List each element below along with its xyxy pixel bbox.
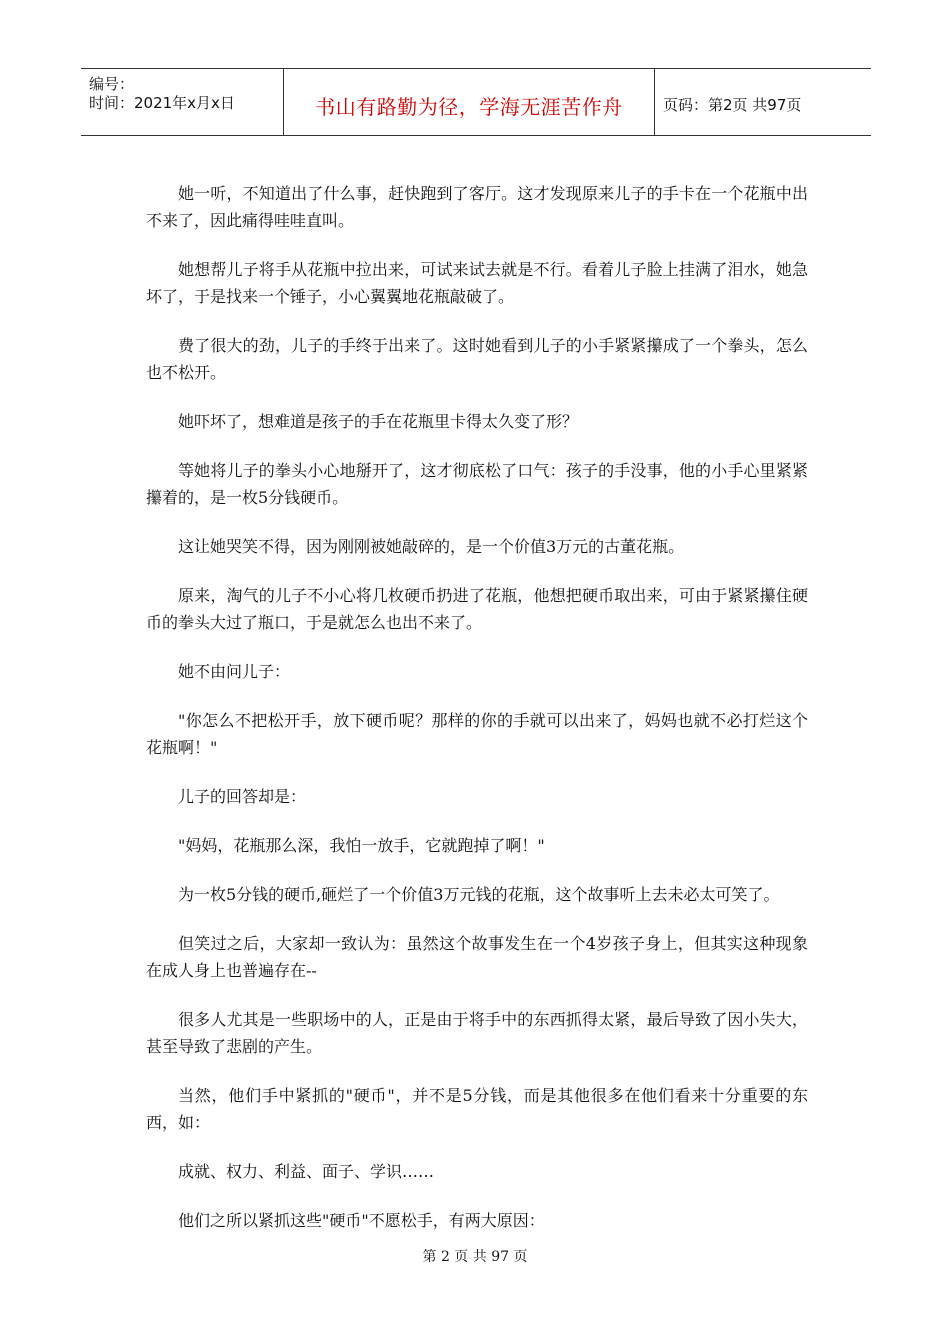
paragraph: "你怎么不把松开手，放下硬币呢？那样的你的手就可以出来了，妈妈也就不必打烂这个花瓶啊！" [146, 711, 808, 757]
header-motto: 书山有路勤为径，学海无涯苦作舟 [315, 95, 623, 119]
paragraph: 她吓坏了，想难道是孩子的手在花瓶里卡得太久变了形？ [178, 412, 579, 431]
header-info-cell [81, 69, 283, 135]
header-page-cell [655, 69, 871, 135]
paragraph: 她一听，不知道出了什么事，赶快跑到了客厅。这才发现原来儿子的手卡在一个花瓶中出不来了，因此痛得哇哇直叫。 [146, 184, 808, 230]
header-motto-cell [283, 69, 655, 135]
header-page-label: 页码：第2页 共97页 [663, 96, 802, 114]
paragraph: 费了很大的劲，儿子的手终于出来了。这时她看到儿子的小手紧紧攥成了一个拳头，怎么也不松开。 [146, 336, 808, 382]
paragraph: 儿子的回答却是： [178, 787, 307, 806]
date-label: 时间：2021年x月x日 [89, 94, 235, 112]
paragraph: 她不由问儿子： [178, 662, 291, 681]
paragraph: 成就、权力、利益、面子、学识…… [178, 1162, 435, 1181]
number-label: 编号： [89, 75, 135, 93]
paragraph: 为一枚5分钱的硬币,砸烂了一个价值3万元钱的花瓶，这个故事听上去未必太可笑了。 [178, 885, 780, 904]
paragraph: 等她将儿子的拳头小心地掰开了，这才彻底松了口气：孩子的手没事，他的小手心里紧紧攥着的，是一枚5分钱硬币。 [146, 461, 808, 507]
paragraph: 很多人尤其是一些职场中的人，正是由于将手中的东西抓得太紧，最后导致了因小失大，甚至导致了悲剧的产生。 [146, 1010, 808, 1056]
document-header [81, 68, 871, 136]
paragraph: 他们之所以紧抓这些"硬币"不愿松手，有两大原因： [178, 1211, 545, 1230]
document-body [146, 180, 808, 1256]
paragraph: 她想帮儿子将手从花瓶中拉出来，可试来试去就是不行。看着儿子脸上挂满了泪水，她急坏了，于是找来一个锤子，小心翼翼地花瓶敲破了。 [146, 260, 808, 306]
paragraph: 这让她哭笑不得，因为刚刚被她敲碎的，是一个价值3万元的古董花瓶。 [178, 537, 685, 556]
paragraph: 当然，他们手中紧抓的"硬币"，并不是5分钱，而是其他很多在他们看来十分重要的东西，如： [146, 1086, 808, 1132]
paragraph: 但笑过之后，大家却一致认为：虽然这个故事发生在一个4岁孩子身上，但其实这种现象在成人身上也普遍存在-- [146, 934, 808, 980]
paragraph: "妈妈，花瓶那么深，我怕一放手，它就跑掉了啊！" [178, 836, 545, 855]
paragraph: 原来，淘气的儿子不小心将几枚硬币扔进了花瓶，他想把硬币取出来，可由于紧紧攥住硬币的拳头大过了瓶口，于是就怎么也出不来了。 [146, 586, 808, 632]
page-footer: 第 2 页 共 97 页 [422, 1249, 528, 1265]
